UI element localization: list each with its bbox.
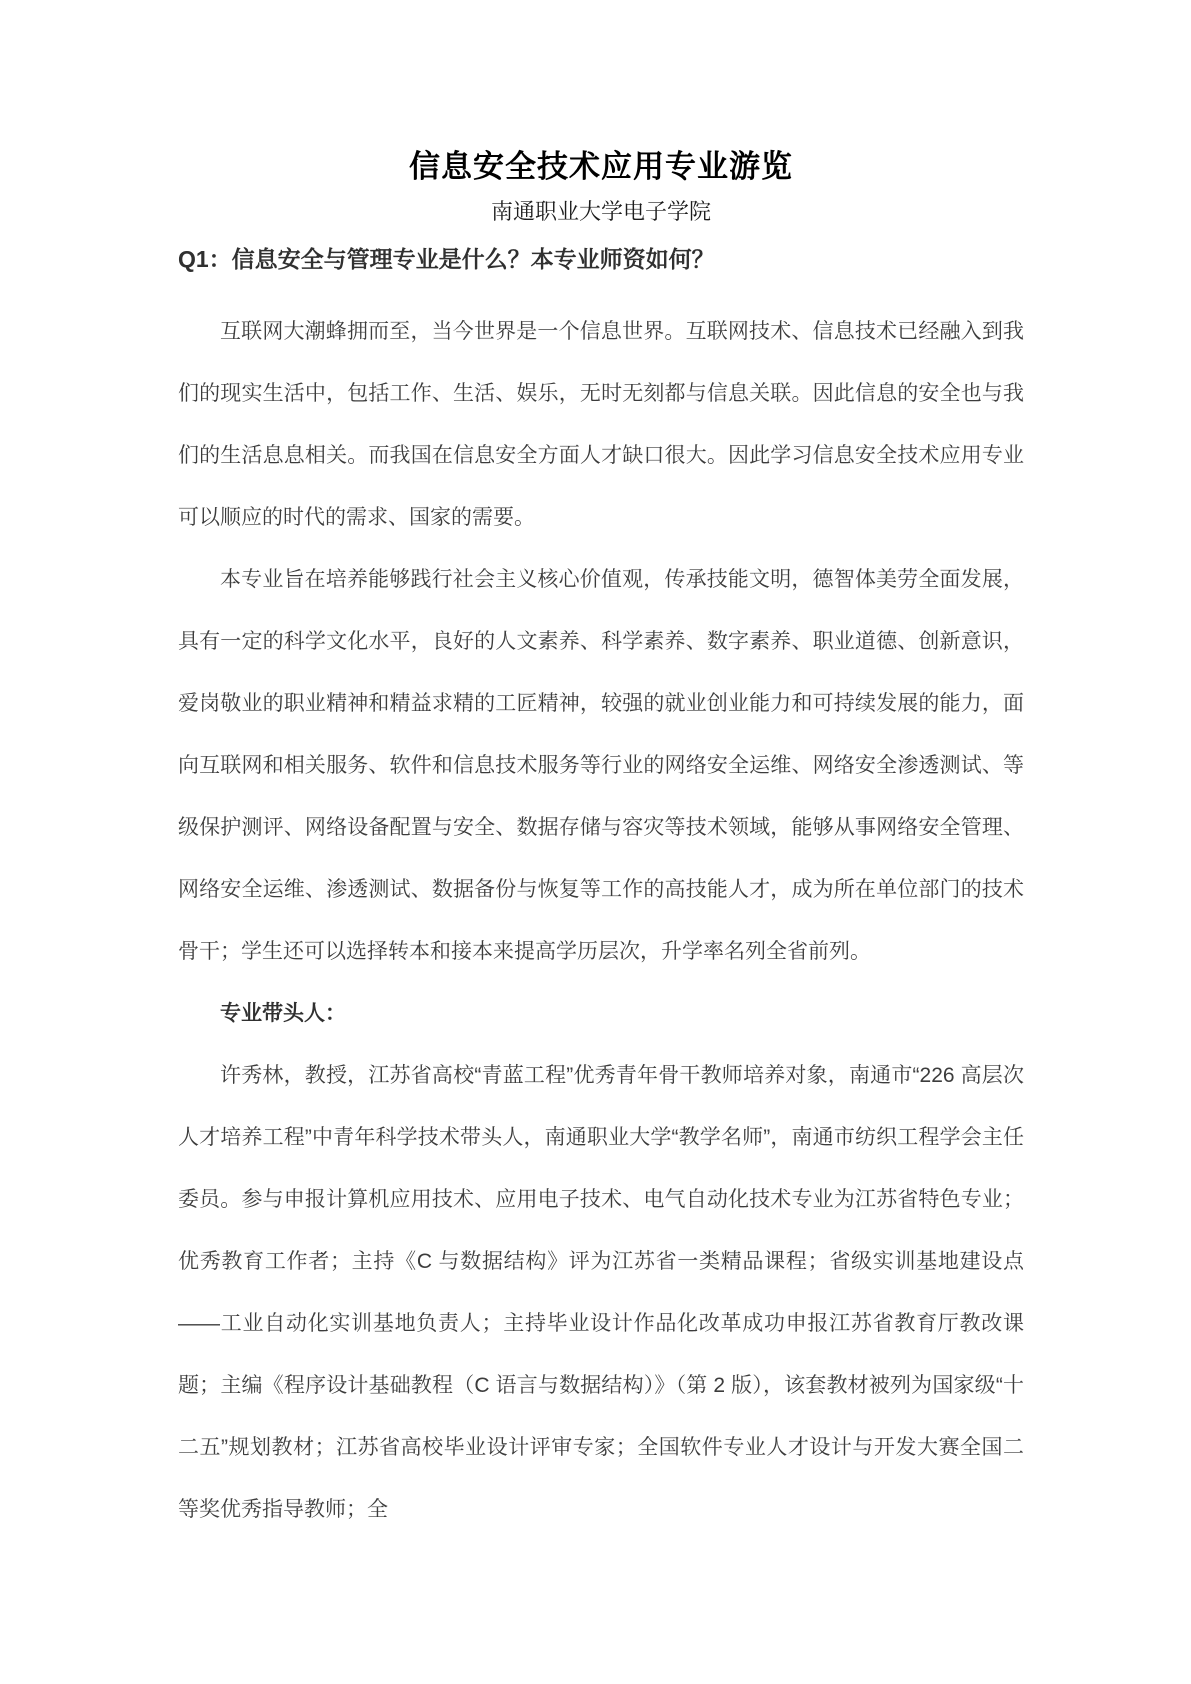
paragraph-training-goal: 本专业旨在培养能够践行社会主义核心价值观，传承技能文明，德智体美劳全面发展，具有一定的科学文化水平，良好的人文素养、科学素养、数字素养、职业道德、创新意识，爱岗敬业的职业精神和精益求精的工匠精神，较强的就业创业能力和可持续发展的能力，面向互联网和相关服务、软件和信息技术服务等行业的网络安全运维、网络安全渗透测试、等级保护测评、网络设备配置与安全、数据存储与容灾等技术领域，能够从事网络安全管理、网络安全运维、渗透测试、数据备份与恢复等工作的高技能人才，成为所在单位部门的技术骨干；学生还可以选择转本和接本来提高学历层次，升学率名列全省前列。 bbox=[178, 568, 1024, 963]
q1-heading: Q1：信息安全与管理专业是什么？本专业师资如何？ bbox=[178, 246, 715, 272]
document-body bbox=[178, 301, 1024, 1541]
document-subtitle: 南通职业大学电子学院 bbox=[490, 199, 711, 224]
document-title: 信息安全技术应用专业游览 bbox=[409, 149, 793, 184]
leader-subheading: 专业带头人： bbox=[220, 1002, 346, 1025]
paragraph-leader-bio: 许秀林，教授，江苏省高校“青蓝工程”优秀青年骨干教师培养对象，南通市“226 高层次人才培养工程”中青年科学技术带头人，南通职业大学“教学名师”，南通市纺织工程学会主任委员。参与申报计算机应用技术、应用电子技术、电气自动化技术专业为江苏省特色专业；优秀教育工作者；主持《C 与数据结构》评为江苏省一类精品课程；省级实训基地建设点——工业自动化实训基地负责人；主持毕业设计作品化改革成功申报江苏省教育厅教改课题；主编《程序设计基础教程（C 语言与数据结构）》（第 2 版），该套教材被列为国家级“十二五”规划教材；江苏省高校毕业设计评审专家；全国软件专业人才设计与开发大赛全国二等奖优秀指导教师；全 bbox=[178, 1064, 1024, 1521]
paragraph-intro: 互联网大潮蜂拥而至，当今世界是一个信息世界。互联网技术、信息技术已经融入到我们的现实生活中，包括工作、生活、娱乐，无时无刻都与信息关联。因此信息的安全也与我们的生活息息相关。而我国在信息安全方面人才缺口很大。因此学习信息安全技术应用专业可以顺应的时代的需求、国家的需要。 bbox=[178, 320, 1024, 529]
